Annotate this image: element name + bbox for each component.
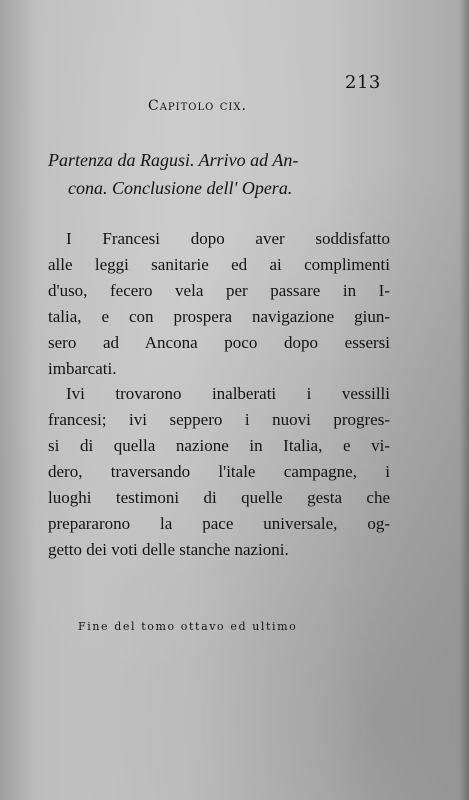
text-line: I Francesi dopo aver soddisfatto <box>66 229 390 248</box>
subtitle-line: cona. Conclusione dell' Opera. <box>68 178 293 198</box>
subtitle-line: Partenza da Ragusi. Arrivo ad An- <box>48 150 299 170</box>
text-line: prepararono la pace universale, og- <box>48 513 390 533</box>
chapter-subtitle <box>48 146 408 202</box>
text-line: getto dei voti delle stanche nazioni. <box>48 539 289 559</box>
page-edge-shadow <box>459 0 469 800</box>
text-line: si di quella nazione in Italia, e vi- <box>48 436 390 456</box>
text-line: dero, traversando l'itale campagne, i <box>48 462 390 482</box>
text-line: d'uso, fecero vela per passare in I- <box>48 280 390 300</box>
text-line: imbarcati. <box>48 358 117 378</box>
end-of-volume-note: Fine del tomo ottavo ed ultimo <box>78 620 298 633</box>
text-line: alle leggi sanitarie ed ai complimenti <box>48 254 390 274</box>
text-line: francesi; ivi seppero i nuovi progres- <box>48 410 390 430</box>
chapter-heading: Capitolo cix. <box>148 98 247 114</box>
text-line: luoghi testimoni di quelle gesta che <box>48 488 390 508</box>
text-line: Ivi trovarono inalberati i vessilli <box>66 384 390 404</box>
text-line: sero ad Ancona poco dopo essersi <box>48 332 390 352</box>
page-number: 213 <box>345 72 381 93</box>
show-through-text <box>80 560 84 580</box>
body-text <box>48 226 390 563</box>
text-line: talia, e con prospera navigazione giun- <box>48 306 390 326</box>
